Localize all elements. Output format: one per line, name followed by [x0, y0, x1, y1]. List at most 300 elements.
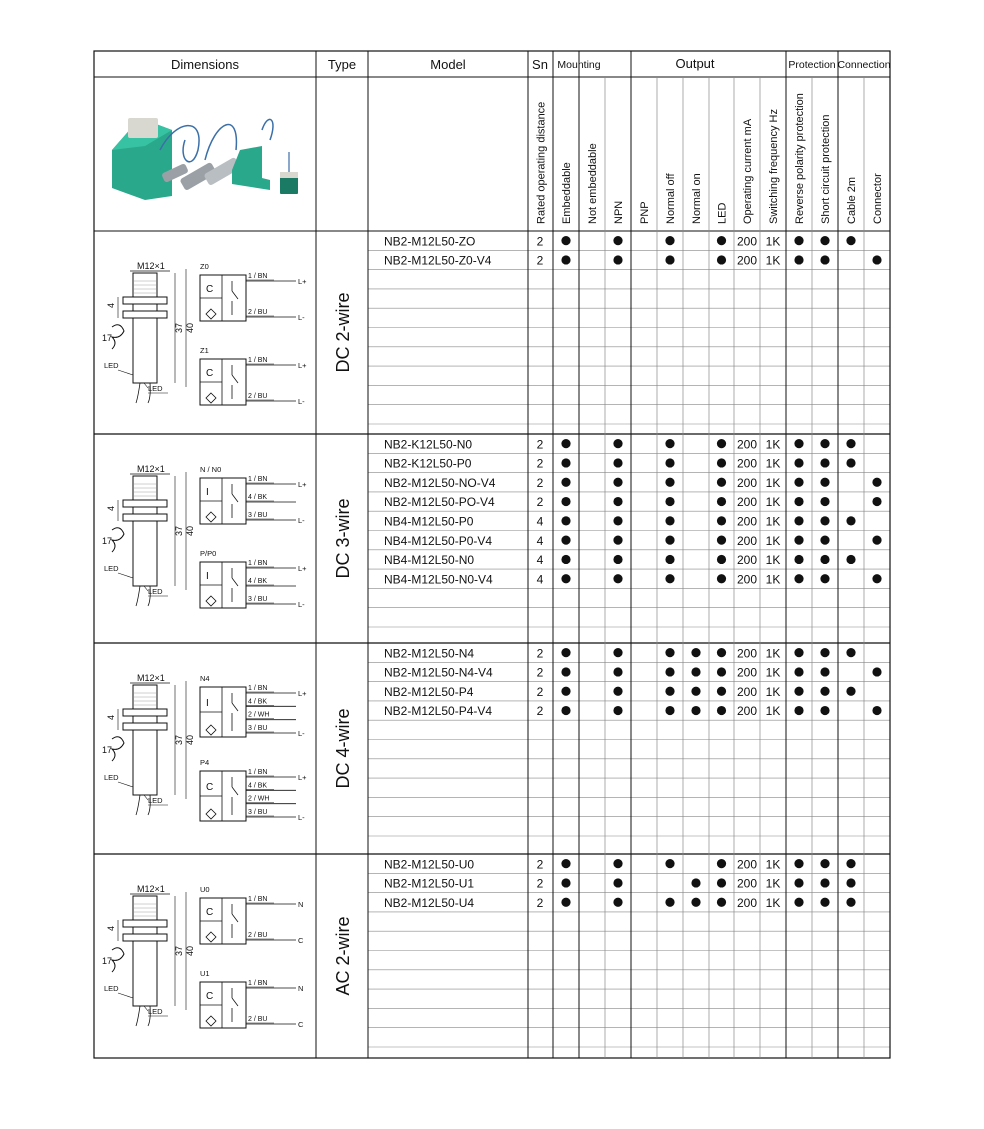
dot-sc — [820, 859, 829, 868]
model-cell: NB2-M12L50-P4-V4 — [384, 704, 493, 719]
current-cell: 200 — [736, 253, 758, 268]
dot-rev — [794, 536, 803, 545]
dot-sc — [820, 667, 829, 676]
dot-npn — [613, 458, 622, 467]
section-4 — [102, 857, 890, 1047]
circuit-name: N / N0 — [200, 465, 222, 474]
lock-nut — [123, 723, 167, 730]
dot-led — [717, 458, 726, 467]
dot-emb — [561, 898, 570, 907]
dot-noff — [665, 516, 674, 525]
dot-emb — [561, 439, 570, 448]
dot-emb — [561, 667, 570, 676]
dim-a: 4 — [106, 505, 116, 511]
dot-conn — [872, 255, 881, 264]
table-row — [384, 476, 882, 490]
dot-non — [691, 648, 700, 657]
table-row — [384, 234, 856, 248]
thread-label: M12×1 — [137, 673, 165, 683]
subheader-11: Short circuit protection — [820, 114, 832, 224]
terminal-top: L+ — [298, 361, 307, 370]
wire-label: 3 / BU — [248, 512, 268, 519]
sn-cell: 2 — [536, 704, 544, 719]
dot-non — [691, 667, 700, 676]
frequency-cell: 1K — [765, 475, 781, 490]
table-row — [384, 646, 856, 660]
wire-label: 3 / BU — [248, 809, 268, 816]
dot-npn — [613, 687, 622, 696]
circuit-symbol: C — [206, 284, 214, 295]
dot-cable — [846, 458, 855, 467]
sn-cell: 2 — [536, 857, 544, 872]
wrench-icon — [112, 528, 124, 552]
dot-cable — [846, 687, 855, 696]
circuit-symbol: C — [206, 907, 214, 918]
wrench-icon — [112, 948, 124, 972]
dot-conn — [872, 478, 881, 487]
dot-conn — [872, 536, 881, 545]
lock-nut — [123, 297, 167, 304]
wiring-diagrams — [200, 465, 307, 609]
dot-npn — [613, 516, 622, 525]
dot-cable — [846, 555, 855, 564]
subheader-9: Switching frequency Hz — [768, 109, 780, 224]
dot-sc — [820, 497, 829, 506]
wire-label: 4 / BK — [248, 494, 268, 501]
current-cell: 200 — [736, 646, 758, 661]
current-cell: 200 — [736, 684, 758, 699]
subheader-7: LED — [716, 202, 729, 224]
dot-rev — [794, 898, 803, 907]
dot-rev — [794, 497, 803, 506]
lock-nut — [123, 514, 167, 521]
terminal-bottom: L- — [298, 600, 305, 609]
dot-non — [691, 898, 700, 907]
dot-npn — [613, 555, 622, 564]
dot-emb — [561, 536, 570, 545]
terminal-top: L+ — [298, 773, 307, 782]
terminal-top: L+ — [298, 480, 307, 489]
dot-cable — [846, 236, 855, 245]
led-label: LED — [104, 361, 119, 370]
dot-sc — [820, 878, 829, 887]
wire-label: 2 / BU — [248, 932, 268, 939]
dot-led — [717, 497, 726, 506]
dot-sc — [820, 255, 829, 264]
current-cell: 200 — [736, 704, 758, 719]
table-row — [384, 685, 856, 699]
dot-sc — [820, 536, 829, 545]
dot-emb — [561, 706, 570, 715]
table-row — [384, 534, 882, 548]
circuit-name: Z0 — [200, 262, 209, 271]
dot-noff — [665, 687, 674, 696]
subheader-10: Reverse polarity protection — [794, 93, 806, 224]
dot-led — [717, 516, 726, 525]
current-cell: 200 — [736, 456, 758, 471]
dot-npn — [613, 255, 622, 264]
cable-2 — [205, 125, 236, 160]
wire-label: 2 / BU — [248, 393, 268, 400]
dot-sc — [820, 516, 829, 525]
dot-cable — [846, 648, 855, 657]
dot-non — [691, 706, 700, 715]
dot-sc — [820, 898, 829, 907]
dot-rev — [794, 555, 803, 564]
dot-led — [717, 574, 726, 583]
section-2 — [102, 437, 890, 627]
dim-c: 40 — [185, 734, 195, 745]
wire-label: 4 / BK — [248, 578, 268, 585]
dot-emb — [561, 497, 570, 506]
dim-c: 40 — [185, 945, 195, 956]
current-cell: 200 — [736, 876, 758, 891]
model-cell: NB2-M12L50-PO-V4 — [384, 495, 495, 510]
sn-cell: 2 — [536, 253, 544, 268]
frequency-cell: 1K — [765, 876, 781, 891]
dot-emb — [561, 478, 570, 487]
dot-rev — [794, 667, 803, 676]
dot-sc — [820, 706, 829, 715]
lock-nut — [123, 709, 167, 716]
section-1 — [102, 234, 890, 424]
dot-sc — [820, 574, 829, 583]
lock-nut — [123, 920, 167, 927]
terminal-top: L+ — [298, 277, 307, 286]
circuit-name: Z1 — [200, 346, 209, 355]
dot-led — [717, 478, 726, 487]
dot-rev — [794, 458, 803, 467]
led-label-2: LED — [148, 587, 163, 596]
table-row — [384, 457, 856, 471]
circuit-symbol: I — [206, 571, 209, 582]
dot-noff — [665, 667, 674, 676]
model-cell: NB2-M12L50-P4 — [384, 684, 474, 699]
wire-label: 1 / BN — [248, 476, 268, 483]
dot-rev — [794, 859, 803, 868]
type-label: DC 2-wire — [333, 292, 353, 373]
terminal-bottom: C — [298, 936, 304, 945]
model-cell: NB4-M12L50-N0-V4 — [384, 572, 493, 587]
sn-cell: 2 — [536, 234, 544, 249]
dot-non — [691, 878, 700, 887]
header-type: Type — [327, 57, 357, 72]
sensor-bracket — [232, 146, 270, 190]
frequency-cell: 1K — [765, 704, 781, 719]
dot-conn — [872, 667, 881, 676]
dim-b: 37 — [174, 945, 184, 956]
frequency-cell: 1K — [765, 895, 781, 910]
dot-cable — [846, 859, 855, 868]
dot-noff — [665, 706, 674, 715]
dim-b: 37 — [174, 322, 184, 333]
dot-npn — [613, 878, 622, 887]
terminal-top: N — [298, 984, 304, 993]
dot-noff — [665, 236, 674, 245]
dot-emb — [561, 859, 570, 868]
cable-3 — [262, 119, 273, 140]
current-cell: 200 — [736, 857, 758, 872]
wrench-icon — [112, 737, 124, 761]
circuit-symbol: C — [206, 991, 214, 1002]
dot-cable — [846, 898, 855, 907]
circuit-name: P4 — [200, 758, 210, 767]
led-label-2: LED — [148, 384, 163, 393]
sensor-housing — [133, 273, 157, 383]
dot-rev — [794, 687, 803, 696]
dimension-drawing — [102, 673, 195, 815]
model-cell: NB2-M12L50-N4-V4 — [384, 665, 493, 680]
wire-label: 2 / WH — [248, 711, 270, 719]
current-cell: 200 — [736, 533, 758, 548]
dot-emb — [561, 648, 570, 657]
subheader-5: Normal off — [665, 173, 677, 224]
dot-led — [717, 439, 726, 448]
sn-cell: 2 — [536, 895, 544, 910]
dot-emb — [561, 236, 570, 245]
lock-nut — [123, 311, 167, 318]
dot-emb — [561, 555, 570, 564]
circuit-symbol: I — [206, 698, 209, 709]
led-leader — [118, 573, 133, 578]
dot-sc — [820, 687, 829, 696]
frequency-cell: 1K — [765, 514, 781, 529]
model-cell: NB4-M12L50-N0 — [384, 553, 475, 568]
sensor-small-cap — [280, 172, 298, 178]
circuit-name: U1 — [200, 969, 210, 978]
dot-npn — [613, 439, 622, 448]
model-cell: NB2-K12L50-N0 — [384, 437, 473, 452]
sensor-large-head — [128, 118, 158, 138]
model-cell: NB2-M12L50-N4 — [384, 646, 475, 661]
type-label: DC 4-wire — [333, 708, 353, 789]
current-cell: 200 — [736, 572, 758, 587]
dot-sc — [820, 236, 829, 245]
header-sn: Sn — [532, 57, 548, 72]
frequency-cell: 1K — [765, 533, 781, 548]
dot-led — [717, 667, 726, 676]
wiring-diagrams — [200, 885, 304, 1029]
model-cell: NB4-M12L50-P0 — [384, 514, 474, 529]
model-cell: NB2-M12L50-Z0-V4 — [384, 253, 492, 268]
wire-label: 3 / BU — [248, 596, 268, 603]
subheader-0: Rated operating distance — [535, 101, 548, 224]
wrench-size: 17 — [102, 956, 113, 966]
frequency-cell: 1K — [765, 572, 781, 587]
dot-noff — [665, 536, 674, 545]
wiring-diagrams — [200, 674, 307, 822]
current-cell: 200 — [736, 553, 758, 568]
dot-led — [717, 536, 726, 545]
thread-label: M12×1 — [137, 884, 165, 894]
dim-c: 40 — [185, 525, 195, 536]
sensor-housing — [133, 476, 157, 586]
terminal-bottom: L- — [298, 313, 305, 322]
wiring-diagrams — [200, 262, 307, 406]
dot-noff — [665, 439, 674, 448]
circuit-symbol: C — [206, 368, 214, 379]
current-cell: 200 — [736, 665, 758, 680]
led-leader — [118, 370, 133, 375]
dot-conn — [872, 574, 881, 583]
sn-cell: 4 — [536, 553, 544, 568]
subheader-2: Not embeddable — [587, 143, 599, 224]
terminal-bottom: C — [298, 1020, 304, 1029]
dot-sc — [820, 458, 829, 467]
dot-cable — [846, 878, 855, 887]
terminal-bottom: L- — [298, 813, 305, 822]
model-cell: NB2-M12L50-U0 — [384, 857, 475, 872]
sn-cell: 4 — [536, 533, 544, 548]
subheader-1: Embeddable — [561, 162, 573, 224]
dot-npn — [613, 478, 622, 487]
terminal-top: N — [298, 900, 304, 909]
dimension-drawing — [102, 261, 195, 403]
wire-label: 1 / BN — [248, 896, 268, 903]
model-cell: NB2-M12L50-U4 — [384, 895, 475, 910]
lock-nut — [123, 500, 167, 507]
led-leader — [118, 993, 133, 998]
led-label-2: LED — [148, 796, 163, 805]
dot-rev — [794, 648, 803, 657]
dot-conn — [872, 706, 881, 715]
header-dimensions: Dimensions — [171, 57, 239, 72]
dot-emb — [561, 516, 570, 525]
dot-rev — [794, 478, 803, 487]
dot-npn — [613, 667, 622, 676]
dot-conn — [872, 497, 881, 506]
wire-label: 1 / BN — [248, 685, 268, 692]
model-cell: NB2-M12L50-ZO — [384, 234, 476, 249]
dot-rev — [794, 516, 803, 525]
product-photo — [112, 118, 298, 200]
header-model: Model — [430, 57, 466, 72]
frequency-cell: 1K — [765, 234, 781, 249]
circuit-name: N4 — [200, 674, 210, 683]
frequency-cell: 1K — [765, 437, 781, 452]
circuit-symbol: C — [206, 782, 214, 793]
type-label: AC 2-wire — [333, 916, 353, 996]
subheader-13: Connector — [872, 173, 884, 224]
lock-nut — [123, 934, 167, 941]
sensor-housing — [133, 896, 157, 1006]
wire-label: 1 / BN — [248, 273, 268, 280]
dot-cable — [846, 516, 855, 525]
frequency-cell: 1K — [765, 646, 781, 661]
dot-noff — [665, 648, 674, 657]
dim-b: 37 — [174, 525, 184, 536]
dot-led — [717, 236, 726, 245]
wire-label: 1 / BN — [248, 560, 268, 567]
wire-label: 2 / BU — [248, 1016, 268, 1023]
header-protection: Protection — [788, 59, 836, 71]
dot-rev — [794, 574, 803, 583]
model-cell: NB2-K12L50-P0 — [384, 456, 472, 471]
led-leader — [118, 782, 133, 787]
section-3 — [102, 646, 890, 836]
table-row — [384, 553, 856, 567]
dot-emb — [561, 458, 570, 467]
dot-sc — [820, 555, 829, 564]
dot-led — [717, 878, 726, 887]
frequency-cell: 1K — [765, 253, 781, 268]
led-label: LED — [104, 773, 119, 782]
dot-rev — [794, 439, 803, 448]
sn-cell: 4 — [536, 572, 544, 587]
sn-cell: 2 — [536, 437, 544, 452]
wrench-icon — [112, 325, 124, 349]
wrench-size: 17 — [102, 536, 113, 546]
table-row — [384, 704, 882, 718]
dot-npn — [613, 536, 622, 545]
subheader-8: Operating current mA — [742, 118, 754, 224]
dim-a: 4 — [106, 302, 116, 308]
frequency-cell: 1K — [765, 857, 781, 872]
dot-rev — [794, 878, 803, 887]
sn-cell: 2 — [536, 646, 544, 661]
dot-emb — [561, 255, 570, 264]
circuit-name: U0 — [200, 885, 210, 894]
circuit-name: P/P0 — [200, 549, 217, 558]
frequency-cell: 1K — [765, 665, 781, 680]
thread-label: M12×1 — [137, 464, 165, 474]
table-row — [384, 495, 882, 509]
dot-emb — [561, 878, 570, 887]
wire-label: 4 / BK — [248, 782, 268, 790]
dot-sc — [820, 439, 829, 448]
current-cell: 200 — [736, 234, 758, 249]
subheader-3: NPN — [613, 200, 625, 224]
dot-led — [717, 706, 726, 715]
table-row — [384, 896, 856, 910]
current-cell: 200 — [736, 514, 758, 529]
table-row — [384, 437, 856, 451]
table-row — [384, 572, 882, 586]
wire-label: 3 / BU — [248, 725, 268, 732]
wrench-size: 17 — [102, 745, 113, 755]
wrench-size: 17 — [102, 333, 113, 343]
table-row — [384, 254, 882, 268]
terminal-bottom: L- — [298, 397, 305, 406]
dimension-drawing — [102, 464, 195, 606]
dimension-drawing — [102, 884, 195, 1026]
current-cell: 200 — [736, 895, 758, 910]
sn-cell: 4 — [536, 514, 544, 529]
led-label-2: LED — [148, 1007, 163, 1016]
led-label: LED — [104, 984, 119, 993]
wire-label: 1 / BN — [248, 357, 268, 364]
header-mounting: Mounting — [557, 59, 601, 71]
current-cell: 200 — [736, 495, 758, 510]
type-label: DC 3-wire — [333, 498, 353, 579]
dot-npn — [613, 706, 622, 715]
model-cell: NB2-M12L50-NO-V4 — [384, 475, 496, 490]
wire-label: 2 / WH — [248, 795, 270, 803]
dot-noff — [665, 255, 674, 264]
dot-noff — [665, 898, 674, 907]
dot-noff — [665, 555, 674, 564]
wire-label: 1 / BN — [248, 769, 268, 776]
wire-label: 4 / BK — [248, 698, 268, 706]
dot-npn — [613, 648, 622, 657]
led-label: LED — [104, 564, 119, 573]
dot-emb — [561, 687, 570, 696]
dot-non — [691, 687, 700, 696]
dot-npn — [613, 236, 622, 245]
subheader-4: PNP — [639, 201, 651, 224]
table-row — [384, 666, 882, 680]
terminal-bottom: L- — [298, 516, 305, 525]
